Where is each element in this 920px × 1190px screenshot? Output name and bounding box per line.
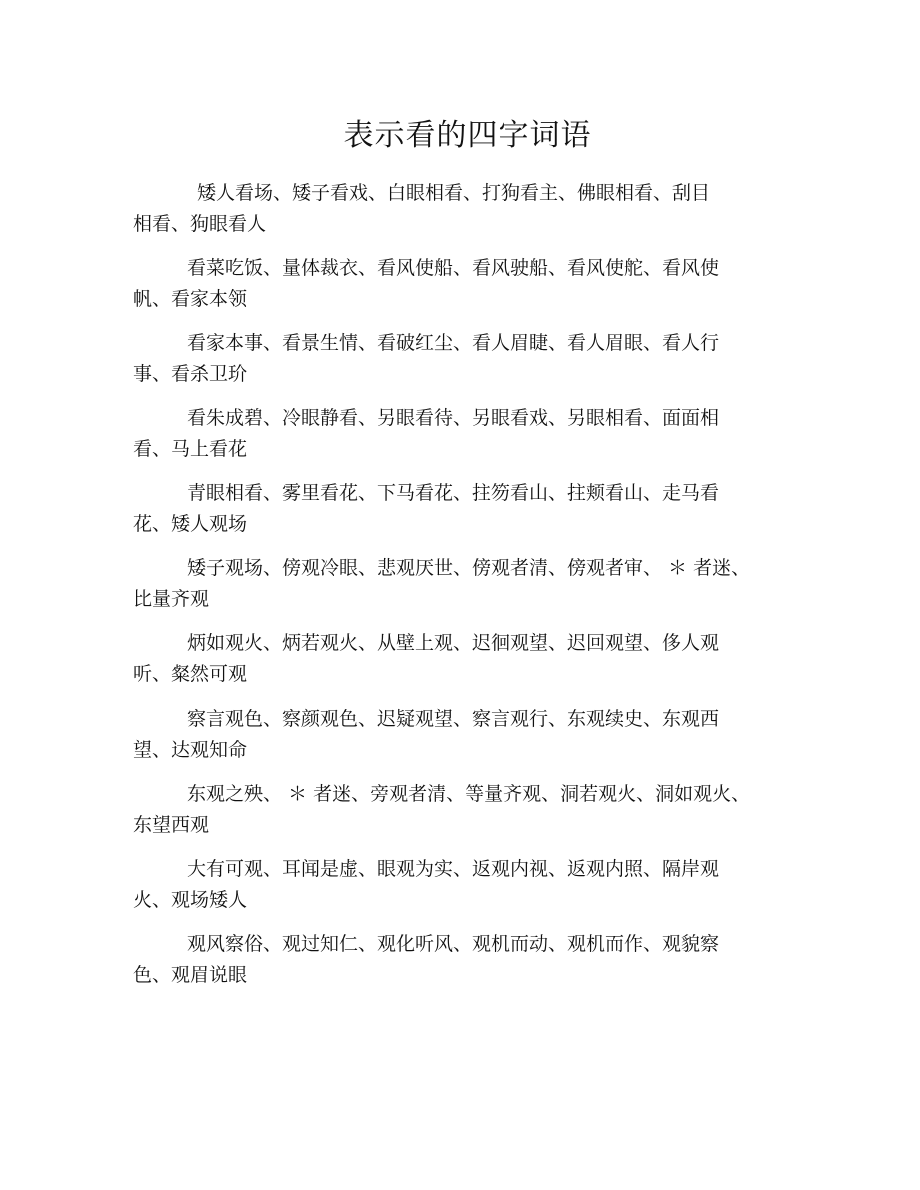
paragraph-4-line-1: 看朱成碧、冷眼静看、另眼看待、另眼看戏、另眼相看、面面相 <box>187 407 720 429</box>
paragraph-10-line-1: 大有可观、耳闻是虚、眼观为实、返观内视、返观内照、隔岸观 <box>187 858 720 880</box>
paragraph-11 <box>133 929 773 991</box>
paragraph-1-line-2: 相看、狗眼看人 <box>133 213 267 235</box>
paragraph-6 <box>133 553 773 615</box>
paragraph-9 <box>133 779 773 841</box>
paragraph-9-line-2: 东望西观 <box>133 814 210 836</box>
paragraph-8-line-1: 察言观色、察颜观色、迟疑观望、察言观行、东观续史、东观西 <box>187 708 720 730</box>
paragraph-4-line-2: 看、马上看花 <box>133 438 248 460</box>
paragraph-11-line-1: 观风察俗、观过知仁、观化听风、观机而动、观机而作、观貌察 <box>187 933 720 955</box>
paragraph-10-line-2: 火、观场矮人 <box>133 889 248 911</box>
paragraph-10 <box>133 854 773 916</box>
paragraph-5-line-2: 花、矮人观场 <box>133 513 248 535</box>
paragraph-4 <box>133 403 773 465</box>
paragraph-1-line-1: 矮人看场、矮子看戏、白眼相看、打狗看主、佛眼相看、刮目 <box>197 182 711 204</box>
paragraph-2-line-1: 看菜吃饭、量体裁衣、看风使船、看风驶船、看风使舵、看风使 <box>187 257 720 279</box>
paragraph-5 <box>133 478 773 540</box>
paragraph-8 <box>133 704 773 766</box>
paragraph-7-line-2: 听、粲然可观 <box>133 663 248 685</box>
paragraph-1 <box>133 178 773 240</box>
paragraph-5-line-1: 青眼相看、雾里看花、下马看花、拄笏看山、拄颊看山、走马看 <box>187 482 720 504</box>
paragraph-11-line-2: 色、观眉说眼 <box>133 964 248 986</box>
paragraph-6-line-1: 矮子观场、傍观冷眼、悲观厌世、傍观者清、傍观者审、 ＊ 者迷、 <box>187 557 751 579</box>
paragraph-7 <box>133 628 773 690</box>
paragraph-8-line-2: 望、达观知命 <box>133 739 248 761</box>
paragraph-2-line-2: 帆、看家本领 <box>133 288 248 310</box>
paragraph-6-line-2: 比量齐观 <box>133 588 210 610</box>
paragraph-7-line-1: 炳如观火、炳若观火、从壁上观、迟徊观望、迟回观望、侈人观 <box>187 632 720 654</box>
page-title: 表示看的四字词语 <box>343 118 592 153</box>
paragraph-3 <box>133 328 773 390</box>
paragraph-3-line-1: 看家本事、看景生情、看破红尘、看人眉睫、看人眉眼、看人行 <box>187 332 720 354</box>
paragraph-9-line-1: 东观之殃、 ＊ 者迷、旁观者清、等量齐观、洞若观火、洞如观火、 <box>187 783 751 805</box>
paragraph-2 <box>133 253 773 315</box>
paragraph-3-line-2: 事、看杀卫玠 <box>133 363 248 385</box>
